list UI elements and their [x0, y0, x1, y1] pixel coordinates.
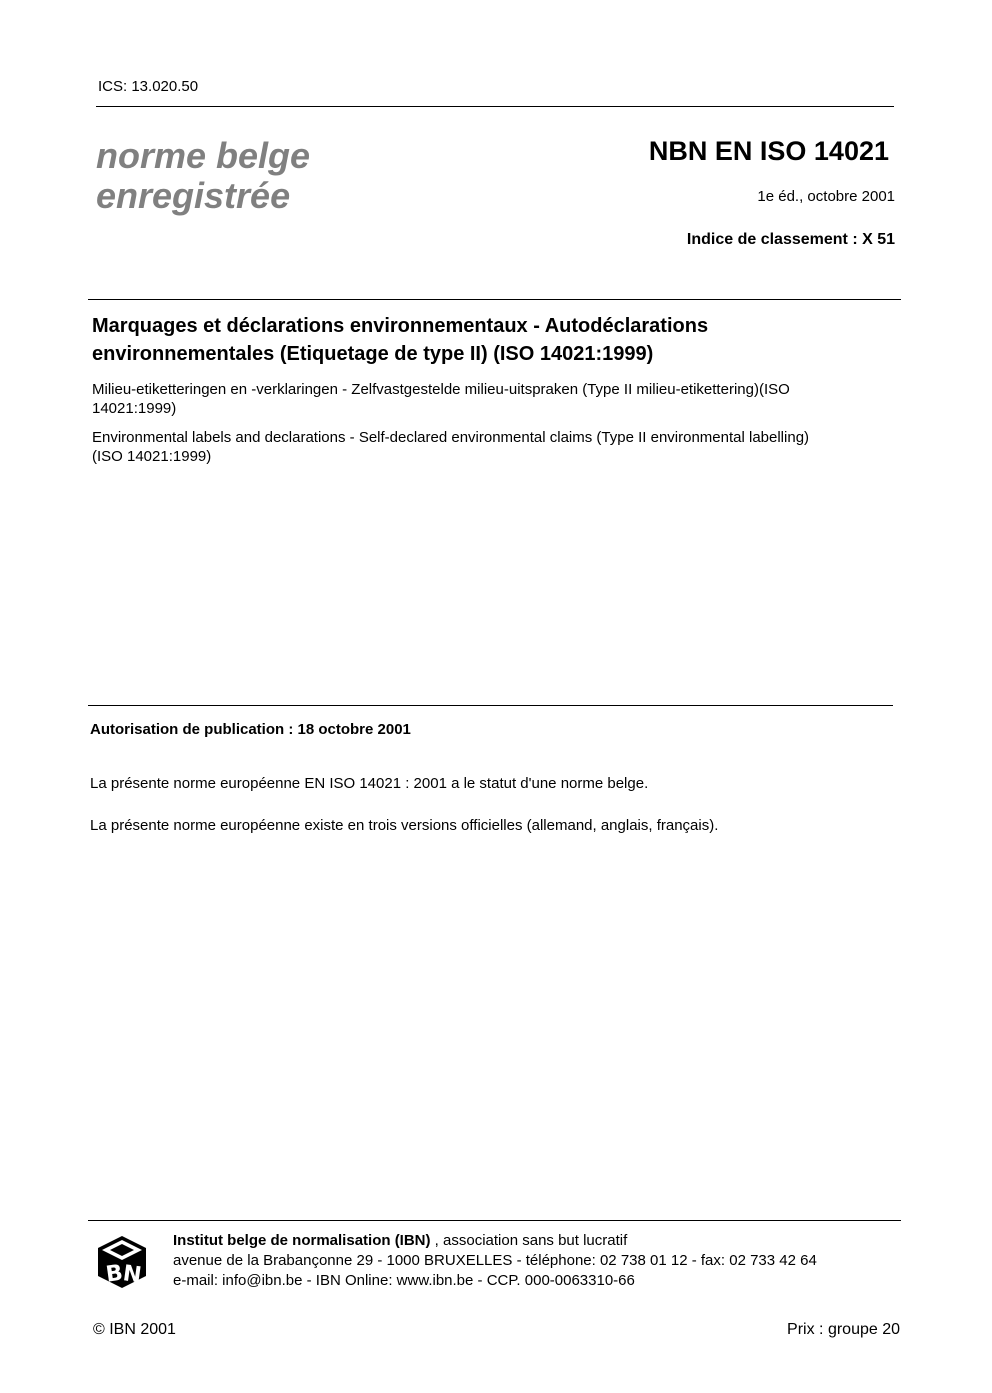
institute-info: [173, 1231, 817, 1291]
brand-title: [96, 136, 310, 216]
svg-text:N: N: [121, 1261, 143, 1289]
versions-paragraph: La présente norme européenne existe en trois versions officielles (allemand, anglais, français).: [90, 817, 719, 834]
standard-number: NBN EN ISO 14021: [648, 136, 889, 166]
institute-address: avenue de la Brabançonne 29 - 1000 BRUXELLES - téléphone: 02 738 01 12 - fax: 02 733 42 64: [173, 1252, 817, 1269]
title-dutch-line-1: Milieu-etiketteringen en -verklaringen - Zelfvastgestelde milieu-uitspraken (Type II milieu-etikettering)(ISO: [92, 381, 790, 398]
title-dutch: [92, 380, 892, 418]
title-english: [92, 428, 902, 466]
title-dutch-line-2: 14021:1999): [92, 400, 177, 417]
institute-name-line: [173, 1231, 817, 1251]
price-group: Prix : groupe 20: [787, 1321, 900, 1338]
institute-suffix: , association sans but lucratif: [430, 1232, 628, 1249]
ibn-logo-icon: [96, 1234, 148, 1290]
edition-date: 1e éd., octobre 2001: [757, 188, 895, 205]
ics-code: ICS: 13.020.50: [98, 78, 199, 95]
title-french: [92, 312, 882, 368]
title-french-line-1: Marquages et déclarations environnementaux - Autodéclarations: [92, 315, 709, 337]
footer-rule: [88, 1220, 901, 1221]
title-rule: [88, 299, 901, 300]
classification-index: Indice de classement : X 51: [686, 231, 895, 248]
top-rule: [96, 106, 894, 107]
copyright: © IBN 2001: [93, 1321, 176, 1338]
status-paragraph: La présente norme européenne EN ISO 14021 : 2001 a le statut d'une norme belge.: [90, 775, 649, 792]
title-english-line-1: Environmental labels and declarations - Self-declared environmental claims (Type II environmental labelling): [92, 429, 810, 446]
body-rule: [88, 705, 893, 706]
brand-line-2: enregistrée: [96, 175, 291, 216]
svg-text:B: B: [104, 1260, 125, 1288]
institute-name: Institut belge de normalisation (IBN): [173, 1232, 431, 1249]
brand-line-1: norme belge: [96, 135, 311, 176]
authorization-date: Autorisation de publication : 18 octobre 2001: [90, 721, 411, 738]
institute-contact: e-mail: info@ibn.be - IBN Online: www.ibn.be - CCP. 000-0063310-66: [173, 1272, 635, 1289]
title-english-line-2: (ISO 14021:1999): [92, 448, 212, 465]
title-french-line-2: environnementales (Etiquetage de type II) (ISO 14021:1999): [92, 343, 654, 365]
